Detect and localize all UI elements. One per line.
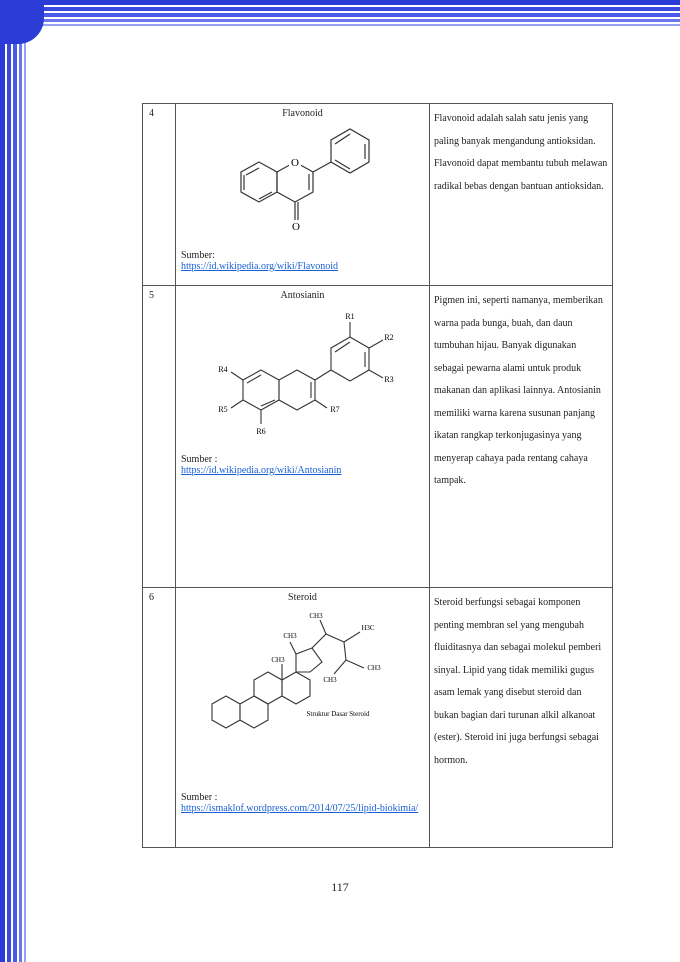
structure-caption: Struktur Dasar Steroid xyxy=(306,709,369,718)
top-border-stripes xyxy=(0,0,680,40)
table-row xyxy=(143,104,613,286)
left-border-stripes xyxy=(0,0,28,962)
atom-label: R2 xyxy=(383,332,394,342)
atom-label: R1 xyxy=(344,311,355,321)
atom-label: CH3 xyxy=(366,663,381,672)
atom-label: R3 xyxy=(383,374,394,384)
row-number-cell xyxy=(143,588,176,848)
source-label: Sumber : xyxy=(181,453,218,465)
source-label: Sumber: xyxy=(181,249,215,261)
description-cell xyxy=(430,588,613,848)
row-number-cell xyxy=(143,286,176,588)
content-table xyxy=(142,103,613,848)
description-cell xyxy=(430,104,613,286)
compound-name: Flavonoid xyxy=(282,108,323,119)
description-cell xyxy=(430,286,613,588)
description-text: Flavonoid adalah salah satu jenis yang paling banyak mengandung antioksidan. Flavonoid dapat membantu tubuh melawan radikal bebas dengan bantuan antioksidan. xyxy=(434,113,608,192)
atom-label: CH3 xyxy=(322,675,337,684)
structure-cell xyxy=(176,286,430,588)
atom-label: R4 xyxy=(217,364,228,374)
atom-label: H3C xyxy=(360,623,375,632)
table-row xyxy=(143,286,613,588)
source-link[interactable]: https://ismaklof.wordpress.com/2014/07/25/lipid-biokimia/ xyxy=(181,803,419,814)
atom-label: R6 xyxy=(255,426,266,436)
source-label: Sumber : xyxy=(181,791,218,803)
source-link[interactable]: https://id.wikipedia.org/wiki/Flavonoid xyxy=(181,261,339,272)
atom-label: CH3 xyxy=(282,631,297,640)
atom-label: R7 xyxy=(329,404,340,414)
anthocyanin-structure-image xyxy=(203,302,403,452)
compound-name: Steroid xyxy=(288,592,317,603)
atom-label: O xyxy=(291,220,300,233)
structure-cell xyxy=(176,104,430,286)
atom-label: CH3 xyxy=(308,611,323,620)
atom-label: O xyxy=(290,156,299,169)
steroid-structure-image xyxy=(198,604,408,736)
row-number: 6 xyxy=(149,592,154,603)
description-text: Pigmen ini, seperti namanya, memberikan warna pada bunga, buah, dan daun tumbuhan hijau. Banyak digunakan sebagai pewarna alami untuk produk makanan dan aplikasi lainnya. Antosianin memiliki warna karena susunan panjang ikatan rangkap terkonjugasinya yang menyerap cahaya pada rentang cahaya tampak. xyxy=(434,295,603,486)
flavonoid-structure-image xyxy=(223,120,383,240)
row-number-cell xyxy=(143,104,176,286)
row-number: 5 xyxy=(149,290,154,301)
row-number: 4 xyxy=(149,108,154,119)
source-link[interactable]: https://id.wikipedia.org/wiki/Antosianin xyxy=(181,465,342,476)
atom-label: R5 xyxy=(217,404,228,414)
description-text: Steroid berfungsi sebagai komponen penting membran sel yang mengubah fluiditasnya dan sebagai molekul pemberi sinyal. Lipid yang tidak memiliki gugus asam lemak yang disebut steroid dan bukan bagian dari turunan alkil alkanoat (ester). Steroid ini juga berfungsi sebagai hormon. xyxy=(434,597,602,766)
atom-label: CH3 xyxy=(270,655,285,664)
page-number: 117 xyxy=(331,880,349,894)
table-row xyxy=(143,588,613,848)
compound-name: Antosianin xyxy=(280,290,325,301)
structure-cell xyxy=(176,588,430,848)
